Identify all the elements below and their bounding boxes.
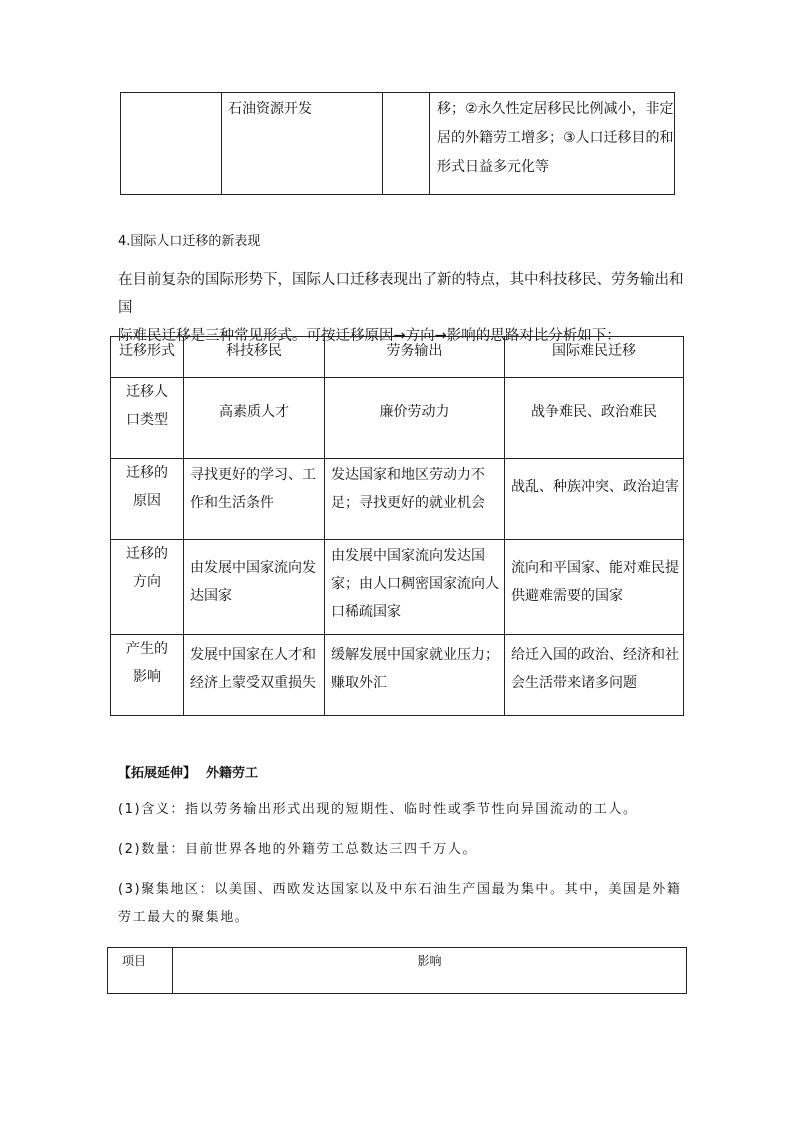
cell-empty-2 [383,93,430,195]
table-header-row [108,948,687,994]
header-refugee: 国际难民迁移 [505,337,684,378]
cell-refugee-impact: 给迁入国的政治、经济和社 会生活带来诸多问题 [505,635,684,716]
cell-labor-reason: 发达国家和地区劳动力不 足；寻找更好的就业机会 [325,459,505,540]
extension-title: 外籍劳工 [206,766,259,781]
cell-oil-development: 石油资源开发 [222,93,383,195]
table-row [111,459,684,540]
cell-refugee-type: 战争难民、政治难民 [505,378,684,459]
trend-line-3: 形式日益多元化等 [437,159,549,175]
header-labor: 劳务输出 [325,337,505,378]
row-label-reason: 迁移的 原因 [111,459,184,540]
paragraph-line-1: 在目前复杂的国际形势下，国际人口迁移表现出了新的特点，其中科技移民、劳务输出和国 [118,272,684,316]
cell-refugee-direction: 流向和平国家、能对难民提 供避难需要的国家 [505,540,684,635]
trend-line-1: 移；②永久性定居移民比例减小，非定 [437,101,674,117]
table-row [111,540,684,635]
section-heading: 4.国际人口迁移的新表现 [118,234,261,249]
header-tech: 科技移民 [184,337,325,378]
header-item: 项目 [108,948,173,994]
cell-tech-impact: 发展中国家在人才和 经济上蒙受双重损失 [184,635,325,716]
extension-item-2: (2)数量：目前世界各地的外籍劳工总数达三四千万人。 [118,842,478,857]
cell-tech-reason: 寻找更好的学习、工 作和生活条件 [184,459,325,540]
row-label-impact: 产生的 影响 [111,635,184,716]
cell-refugee-reason: 战乱、种族冲突、政治迫害 [505,459,684,540]
migration-comparison-table [110,336,684,716]
cell-labor-type: 廉价劳动力 [325,378,505,459]
header-impact: 影响 [173,948,687,994]
extension-item-3: (3)聚集地区：以美国、西欧发达国家以及中东石油生产国最为集中。其中，美国是外籍劳工最大的聚集地。 [118,882,682,925]
row-label-type: 迁移人 口类型 [111,378,184,459]
table-row [111,635,684,716]
cell-empty-1 [121,93,222,195]
extension-tag: 【拓展延伸】 [118,766,197,781]
continued-table [120,92,675,195]
extension-item-1: (1)含义：指以劳务输出形式出现的短期性、临时性或季节性向异国流动的工人。 [118,802,638,817]
cell-tech-direction: 由发展中国家流向发 达国家 [184,540,325,635]
cell-labor-impact: 缓解发展中国家就业压力； 赚取外汇 [325,635,505,716]
impact-table [107,947,687,994]
table-row [111,378,684,459]
cell-trend-notes [430,93,675,195]
extension-heading [118,762,258,781]
trend-line-2: 居的外籍劳工增多；③人口迁移目的和 [437,130,674,146]
row-label-direction: 迁移的 方向 [111,540,184,635]
header-form: 迁移形式 [111,337,184,378]
cell-labor-direction: 由发展中国家流向发达国 家；由人口稠密国家流向人 口稀疏国家 [325,540,505,635]
cell-tech-type: 高素质人才 [184,378,325,459]
table-header-row [111,337,684,378]
paragraph-line-2: 际难民迁移是三种常见形式。可按迁移原因→方向→影响的思路对比分析如下： [118,328,621,344]
